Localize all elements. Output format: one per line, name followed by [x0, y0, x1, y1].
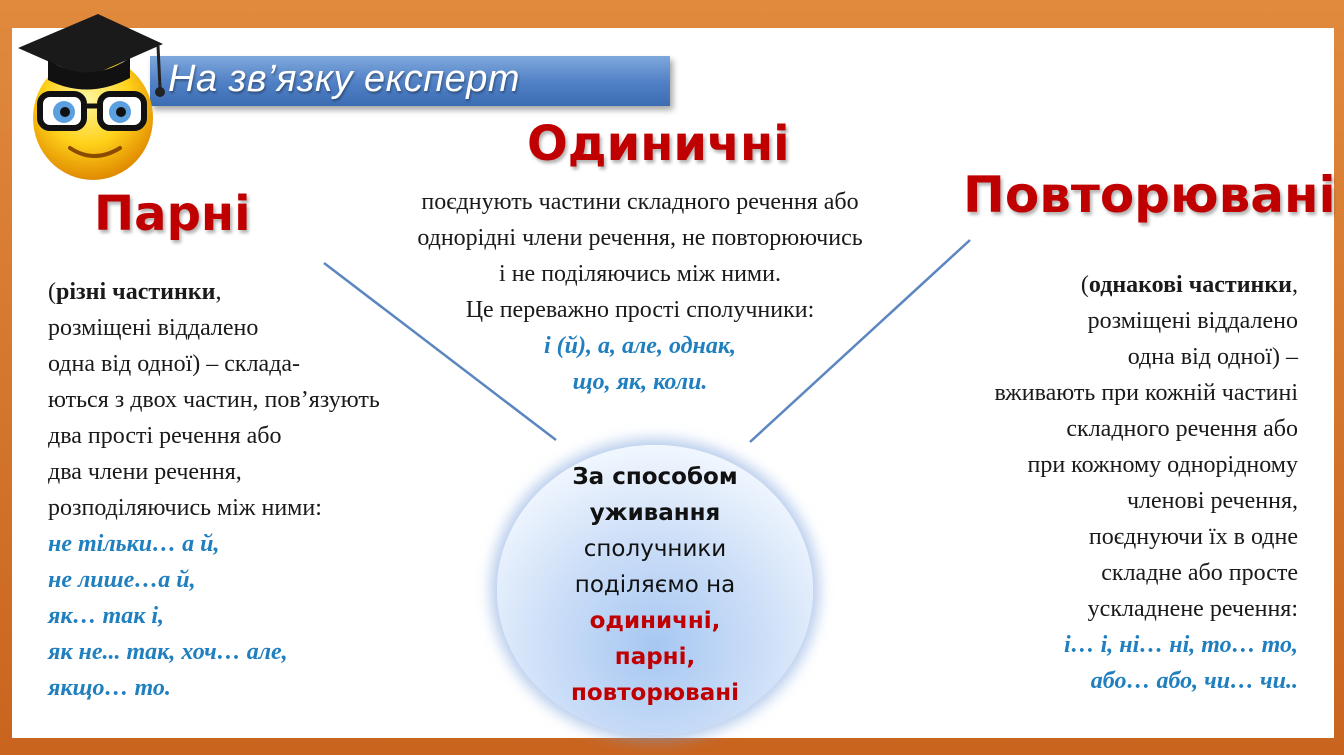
- text-line: два прості речення або: [48, 423, 282, 449]
- text-line: розміщені віддалено: [1087, 308, 1298, 334]
- text-line: одна від одної) –: [1127, 344, 1298, 370]
- bold-term: однакові частинки: [1088, 272, 1292, 298]
- text-line: [880, 267, 1298, 303]
- circle-bold-line: За способом: [572, 464, 738, 490]
- text-line: одна від одної) – склада-: [48, 351, 301, 377]
- example-line: і (й), а, але, однак,: [543, 333, 737, 359]
- text-line: розподіляючись між ними:: [48, 495, 322, 521]
- example-line: якщо… то.: [48, 675, 171, 701]
- text-line: Це переважно прості сполучники:: [465, 297, 815, 323]
- text-line: ускладнене речення:: [1087, 596, 1298, 622]
- text-line: складне або просте: [1101, 560, 1298, 586]
- text-line: поєднують частини складного речення або: [421, 189, 859, 215]
- text-line: при кожному однорідному: [1027, 452, 1298, 478]
- heading-repeated: Повторювані: [963, 166, 1336, 224]
- paired-description: [48, 274, 488, 706]
- circle-red-line: парні,: [614, 644, 696, 670]
- banner-title: На зв’язку експерт: [168, 58, 521, 100]
- center-circle-text: [497, 459, 813, 711]
- example-line: і… і, ні… ні, то… то,: [1063, 632, 1298, 658]
- example-line: не тільки… а й,: [48, 531, 220, 557]
- text-line: членові речення,: [1126, 488, 1298, 514]
- example-line: або… або, чи… чи..: [1090, 668, 1298, 694]
- text-line: однорідні члени речення, не повторюючись: [417, 225, 863, 251]
- text-line: і не поділяючись між ними.: [499, 261, 781, 287]
- circle-bold-line: уживання: [589, 500, 721, 526]
- text-line: ються з двох частин, пов’язують: [48, 387, 380, 413]
- text-line: вживають при кожній частині: [994, 380, 1298, 406]
- circle-plain-line: поділяємо на: [574, 572, 736, 598]
- title-banner: [150, 56, 670, 106]
- text-line: [48, 274, 488, 310]
- example-line: не лише…а й,: [48, 567, 196, 593]
- paren: (: [1080, 272, 1089, 298]
- heading-single: Одиничні: [527, 116, 790, 172]
- text-line: розміщені віддалено: [48, 315, 259, 341]
- heading-paired: Парні: [94, 186, 251, 242]
- circle-red-line: одиничні,: [589, 608, 721, 634]
- comma: ,: [215, 279, 222, 305]
- text-line: складного речення або: [1066, 416, 1298, 442]
- example-line: що, як, коли.: [572, 369, 708, 395]
- circle-red-line: повторювані: [570, 680, 740, 706]
- circle-plain-line: сполучники: [583, 536, 727, 562]
- text-line: поєднуючи їх в одне: [1088, 524, 1298, 550]
- text-line: два члени речення,: [48, 459, 242, 485]
- example-line: як не... так, хоч… але,: [48, 639, 288, 665]
- center-circle: [497, 445, 813, 735]
- example-line: як… так і,: [48, 603, 165, 629]
- repeated-description: [880, 267, 1298, 699]
- paren: (: [48, 279, 56, 305]
- comma: ,: [1292, 272, 1298, 298]
- bold-term: різні частинки: [56, 279, 216, 305]
- graduate-smiley-icon: [8, 8, 168, 188]
